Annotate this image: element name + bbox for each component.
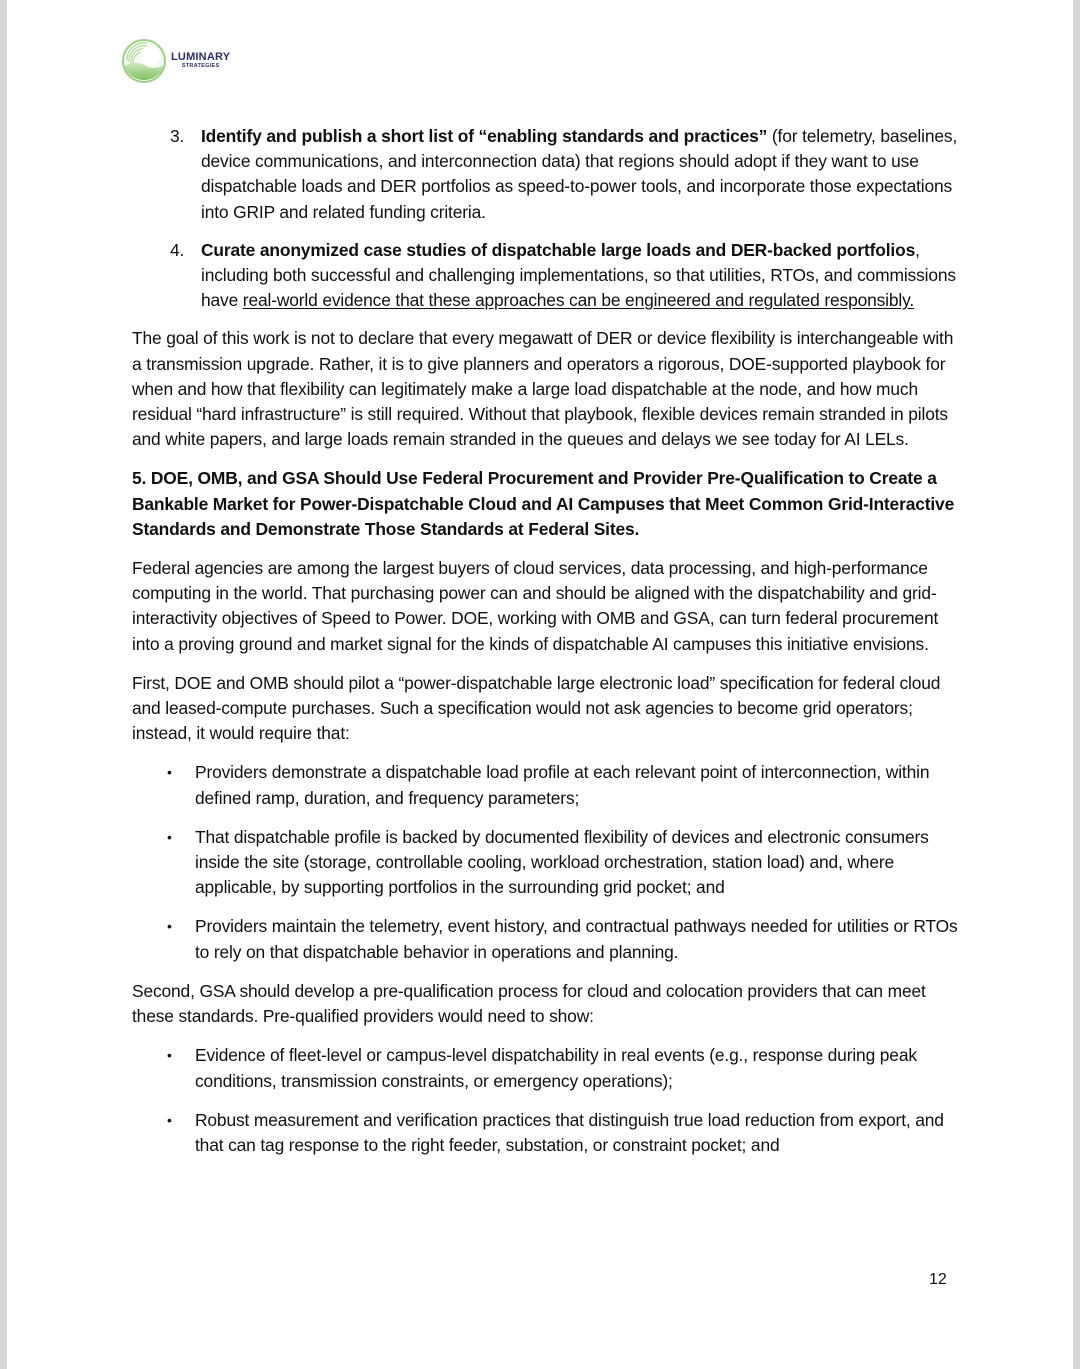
item-bold-lead: Identify and publish a short list of “enabling standards and practices” xyxy=(201,126,768,146)
item-number: 4. xyxy=(170,239,185,260)
document-body xyxy=(132,124,962,1158)
bullet-icon: • xyxy=(167,828,172,845)
page-number: 12 xyxy=(929,1271,947,1288)
section-heading xyxy=(132,466,962,542)
bullet-icon: • xyxy=(167,764,172,781)
item-underlined-text: real-world evidence that these approaches can be engineered and regulated responsibly. xyxy=(242,290,915,311)
bullet-item xyxy=(167,1108,962,1158)
bullet-item xyxy=(167,914,962,964)
item-text xyxy=(201,238,962,314)
numbered-item-4 xyxy=(170,238,962,314)
bullet-text: That dispatchable profile is backed by documented flexibility of devices and electronic consumers inside the site (storage, controllable cooling, workload orchestration, station load) and, where applicable, by supporting portfolios in the surrounding grid pocket; and xyxy=(195,826,929,898)
item-rest: (for telemetry, baselines, device communications, and interconnection data) that regions should adopt if they want to use dispatchable loads and DER portfolios as speed-to-power tools, and incorporate those expectations into GRIP and related funding criteria. xyxy=(201,126,958,222)
paragraph-goal: The goal of this work is not to declare that every megawatt of DER or device flexibility is interchangeable with a transmission upgrade. Rather, it is to give planners and operators a rigorous, DOE-supported playbook for when and how that flexibility can legitimately make a large load dispatchable at the node, and how much residual “hard infrastructure” is still required. Without that playbook, flexible devices remain stranded in pilots and white papers, and large loads remain stranded in the queues and delays we see today for AI LELs. xyxy=(132,328,954,450)
bullet-icon: • xyxy=(167,1111,172,1128)
bullet-text: Robust measurement and verification practices that distinguish true load reduction from export, and that can tag response to the right feeder, substation, or constraint pocket; and xyxy=(195,1109,944,1155)
paragraph-second: Second, GSA should develop a pre-qualification process for cloud and colocation providers that can meet these standards. Pre-qualified providers would need to show: xyxy=(132,980,926,1027)
bullet-text: Providers demonstrate a dispatchable load profile at each relevant point of interconnection, within defined ramp, duration, and frequency parameters; xyxy=(195,762,930,808)
item-rest: , including both successful and challenging implementations, so that utilities, RTOs, and commissions have xyxy=(201,239,956,311)
bullet-item xyxy=(167,825,962,901)
numbered-item-3 xyxy=(170,124,962,225)
section-heading-text: 5. DOE, OMB, and GSA Should Use Federal Procurement and Provider Pre-Qualification to Create a Bankable Market for Power-Dispatchable Cloud and AI Campuses that Meet Common Grid-Interactive Standards and Demonstrate Those Standards at Federal Sites. xyxy=(132,468,955,539)
paragraph-first: First, DOE and OMB should pilot a “power-dispatchable large electronic load” specification for federal cloud and leased-compute purchases. Such a specification would not ask agencies to become grid operators; instead, it would require that: xyxy=(132,672,941,744)
bullet-icon: • xyxy=(167,1047,172,1064)
item-bold-lead: Curate anonymized case studies of dispatchable large loads and DER-backed portfolios xyxy=(201,239,916,260)
bullet-icon: • xyxy=(167,918,172,935)
company-logo xyxy=(121,38,230,84)
luminary-wave-circle-logo-icon xyxy=(121,38,167,84)
logo-wordmark xyxy=(171,52,230,70)
bullet-text: Providers maintain the telemetry, event history, and contractual pathways needed for utilities or RTOs to rely on that dispatchable behavior in operations and planning. xyxy=(195,916,958,962)
paragraph-federal-agencies: Federal agencies are among the largest buyers of cloud services, data processing, and high-performance computing in the world. That purchasing power can and should be aligned with the dispatchability and grid-interactivity objectives of Speed to Power. DOE, working with OMB and GSA, can turn federal procurement into a proving ground and market signal for the kinds of dispatchable AI campuses this initiative envisions. xyxy=(132,558,939,654)
document-page xyxy=(7,0,1073,1369)
logo-name: LUMINARY xyxy=(171,51,231,64)
bullet-item xyxy=(167,760,962,810)
logo-subtitle: STRATEGIES xyxy=(181,63,220,70)
item-text xyxy=(201,124,962,225)
bullet-text: Evidence of fleet-level or campus-level dispatchability in real events (e.g., response during peak conditions, transmission constraints, or emergency operations); xyxy=(195,1045,917,1091)
item-number: 3. xyxy=(170,126,185,146)
bullet-item xyxy=(167,1043,962,1093)
